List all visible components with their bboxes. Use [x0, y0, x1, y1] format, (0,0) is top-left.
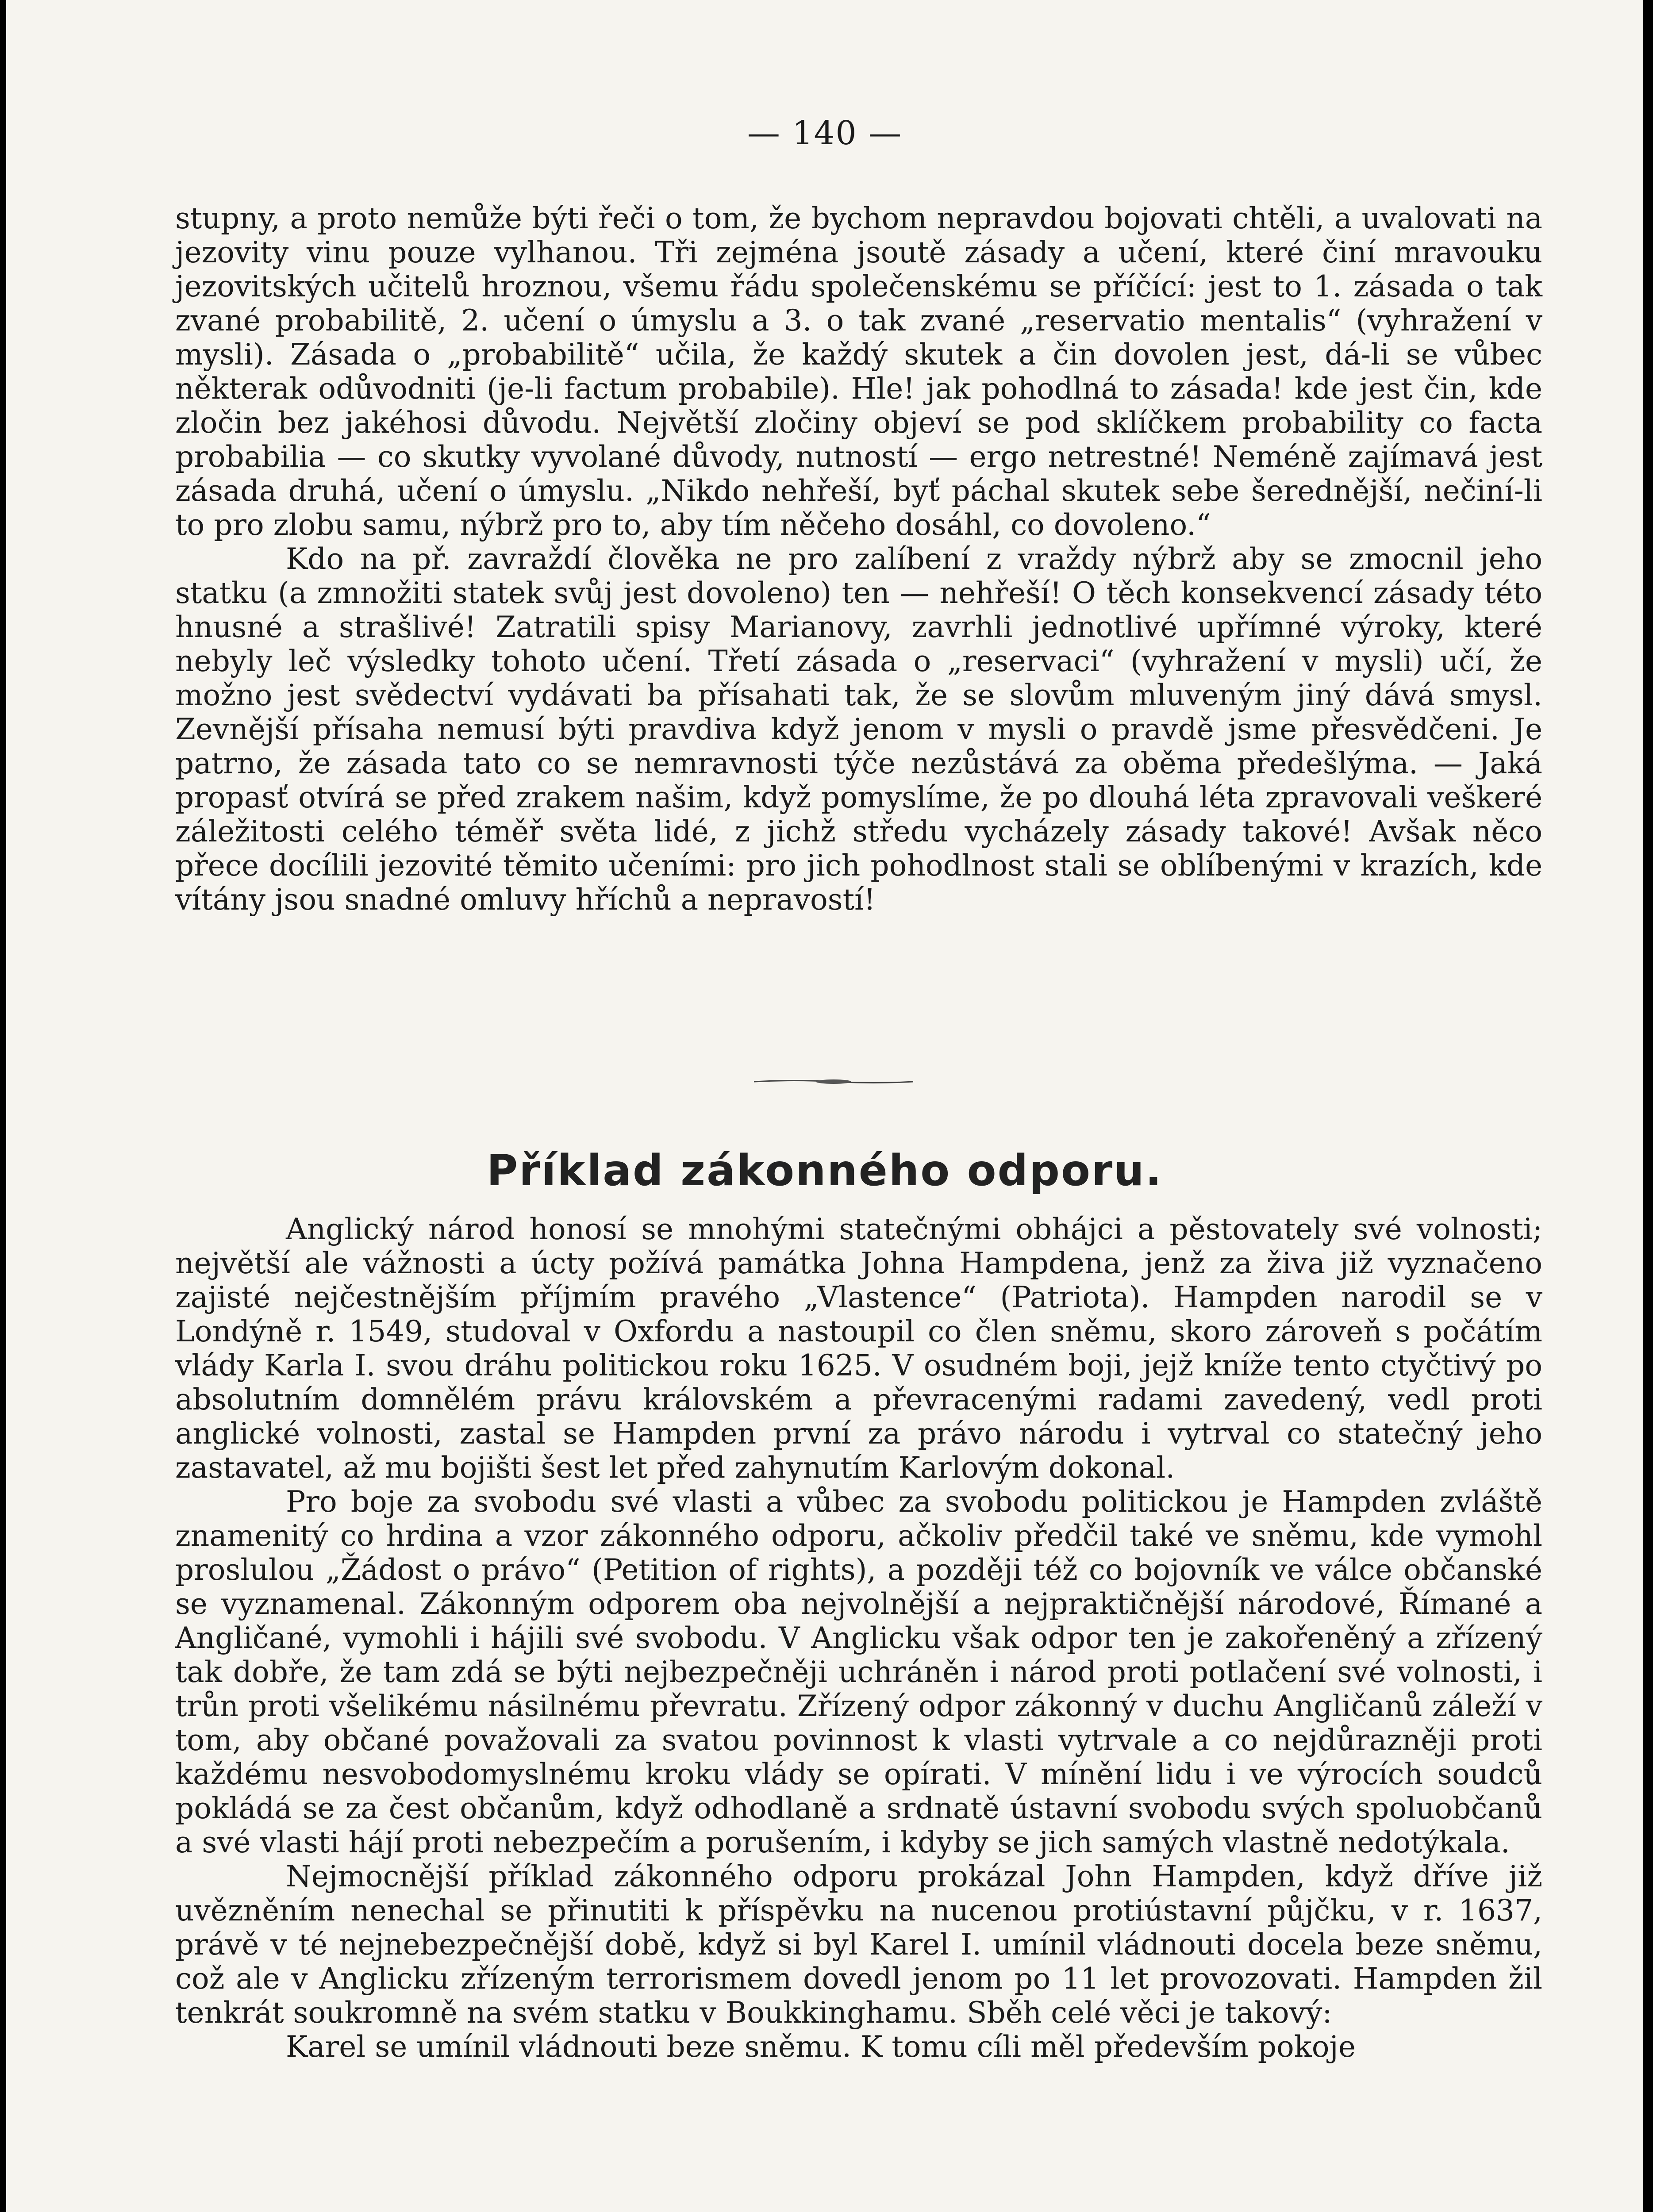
- book-page: [6, 0, 1643, 2212]
- paragraph: Karel se umínil vládnouti beze sněmu. K tomu cíli měl především pokoje: [286, 2030, 1356, 2064]
- paragraph: Kdo na př. zavraždí člověka ne pro zalíbení z vraždy nýbrž aby se zmocnil jeho statku (a zmnožiti statek svůj jest dovoleno) ten — nehřeší! O těch konsekvencí zásady této hnusné a strašlivé! Zatratili spisy Marianovy, zavrhli jednotlivé upřímné výroky, které nebyly leč výsledky tohoto učení. Třetí zásada o „reservaci“ (vyhražení v mysli) učí, že možno jest svědectví vydávati ba přísahati tak, že se slovům mluveným jiný dává smysl. Zevnější přísaha nemusí býti pravdiva když jenom v mysli o pravdě jsme přesvědčeni. Je patrno, že zásada tato co se nemravnosti týče nezůstává za oběma předešlýma. — Jaká propasť otvírá se před zrakem našim, když pomyslíme, že po dlouhá léta zpravovali veškeré záležitosti celého téměř světa lidé, z jichž středu vycházely zásady takové! Avšak něco přece docílili jezovité těmito učeními: pro jich pohodlnost stali se oblíbenými v krazích, kde vítány jsou snadné omluvy hříchů a nepravostí!: [175, 542, 1542, 917]
- paragraph: Nejmocnější příklad zákonného odporu prokázal John Hampden, když dříve již uvězněním nenechal se přinutiti k příspěvku na nucenou protiústavní půjčku, v r. 1637, právě v té nejnebezpečnější době, když si byl Karel I. umínil vládnouti docela beze sněmu, což ale v Anglicku zřízeným terrorismem dovedl jenom po 11 let provozovati. Hampden žil tenkrát soukromně na svém statku v Boukkinghamu. Sběh celé věci je takový:: [175, 1859, 1542, 2030]
- paragraph: Anglický národ honosí se mnohými statečnými obhájci a pěstovately své volnosti; největší ale vážnosti a úcty požívá památka Johna Hampdena, jenž za živa již vyznačeno zajisté nejčestnějším příjmím pravého „Vlastence“ (Patriota). Hampden narodil se v Londýně r. 1549, studoval v Oxfordu a nastoupil co člen sněmu, skoro zároveň s počátím vlády Karla I. svou dráhu politickou roku 1625. V osudném boji, jejž kníže tento ctyčtivý po absolutním domnělém právu královském a převracenými radami zavedený, vedl proti anglické volnosti, zastal se Hampden první za právo národu i vytrval co statečný jeho zastavatel, až mu bojišti šest let před zahynutím Karlovým dokonal.: [175, 1212, 1542, 1485]
- ornament-divider-icon: [754, 1079, 913, 1085]
- top-text-block: [175, 201, 1542, 917]
- paragraph: Pro boje za svobodu své vlasti a vůbec za svobodu politickou je Hampden zvláště znamenitý co hrdina a vzor zákonného odporu, ačkoliv předčil také ve sněmu, kde vymohl proslulou „Žádost o právo“ (Petition of rights), a později též co bojovník ve válce občanské se vyznamenal. Zákonným odporem oba nejvolnější a nejpraktičnější národové, Římané a Angličané, vymohli i hájili své svobodu. V Anglicku však odpor ten je zakořeněný a zřízený tak dobře, že tam zdá se býti nejbezpečněji uchráněn i národ proti potlačení své volnosti, i trůn proti všelikému násilnému převratu. Zřízený odpor zákonný v duchu Angličanů záleží v tom, aby občané považovali za svatou povinnost k vlasti vytrvale a co nejdůrazněji proti každému nesvobodomyslnému kroku vlády se opírati. V mínění lidu i ve výrocích soudců pokládá se za čest občanům, když odhodlaně a srdnatě ústavní svobodu svých spoluobčanů a své vlasti hájí proti nebezpečím a porušením, i kdyby se jich samých vlastně nedotýkala.: [175, 1485, 1542, 1859]
- page-number: — 140 —: [747, 114, 903, 152]
- section-heading: Příklad zákonného odporu.: [486, 1146, 1163, 1195]
- paragraph: stupny, a proto nemůže býti řeči o tom, že bychom nepravdou bojovati chtěli, a uvalovati na jezovity vinu pouze vylhanou. Tři zejména jsoutě zásady a učení, které činí mravouku jezovitských učitelů hroznou, všemu řádu společenskému se příčící: jest to 1. zásada o tak zvané probabilitě, 2. učení o úmyslu a 3. o tak zvané „reservatio mentalis“ (vyhražení v mysli). Zásada o „probabilitě“ učila, že každý skutek a čin dovolen jest, dá-li se vůbec některak odůvodniti (je-li factum probabile). Hle! jak pohodlná to zásada! kde jest čin, kde zločin bez jakéhosi důvodu. Největší zločiny objeví se pod sklíčkem probability co facta probabilia — co skutky vyvolané důvody, nutností — ergo netrestné! Neméně zajímavá jest zásada druhá, učení o úmyslu. „Nikdo nehřeší, byť páchal skutek sebe šerednější, nečiní-li to pro zlobu samu, nýbrž pro to, aby tím něčeho dosáhl, co dovoleno.“: [175, 201, 1542, 542]
- bottom-text-block: [175, 1212, 1542, 2064]
